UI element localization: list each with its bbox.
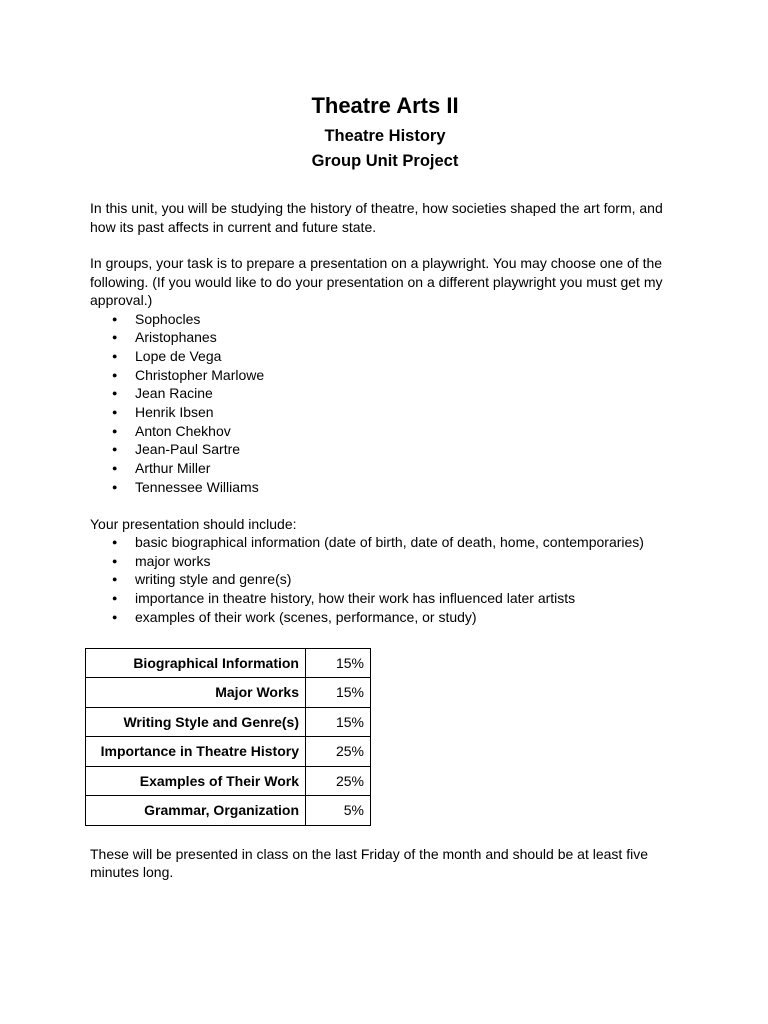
intro-paragraph: In this unit, you will be studying the history of theatre, how societies shaped the art form, and how its past affects in current and future state.: [90, 200, 663, 235]
table-row: [86, 707, 371, 737]
list-item: ● Sophocles: [112, 310, 201, 327]
rubric-criterion: Major Works: [86, 678, 306, 708]
rubric-weight: 5%: [306, 796, 371, 826]
list-item: ● importance in theatre history, how their work has influenced later artists: [112, 590, 576, 607]
task-paragraph: In groups, your task is to prepare a presentation on a playwright. You may choose one of the following. (If you would like to do your presentation on a different playwright you must get my approval.): [90, 255, 663, 308]
bullet-icon: ●: [112, 574, 118, 585]
bullet-icon: ●: [112, 332, 118, 343]
include-list: [90, 533, 680, 627]
bullet-icon: ●: [112, 481, 118, 492]
table-row: [86, 796, 371, 826]
list-item: ● Anton Chekhov: [112, 422, 231, 439]
bullet-icon: ●: [112, 350, 118, 361]
list-item: ● Jean Racine: [112, 385, 213, 402]
list-item: ● Aristophanes: [112, 329, 217, 346]
rubric-weight: 15%: [306, 648, 371, 678]
bullet-icon: ●: [112, 463, 118, 474]
list-item: ● Tennessee Williams: [112, 478, 259, 495]
rubric-criterion: Writing Style and Genre(s): [86, 707, 306, 737]
rubric-criterion: Examples of Their Work: [86, 766, 306, 796]
rubric-weight: 15%: [306, 707, 371, 737]
bullet-icon: ●: [112, 313, 118, 324]
table-row: [86, 737, 371, 767]
bullet-icon: ●: [112, 444, 118, 455]
closing-paragraph: These will be presented in class on the last Friday of the month and should be at least five minutes long.: [90, 845, 648, 881]
list-item: ● Arthur Miller: [112, 460, 211, 477]
table-row: [86, 766, 371, 796]
list-item: ● writing style and genre(s): [112, 571, 292, 588]
document-title: Theatre Arts II: [311, 93, 459, 118]
bullet-icon: ●: [112, 611, 118, 622]
rubric-weight: 25%: [306, 737, 371, 767]
list-item: ● Henrik Ibsen: [112, 404, 214, 421]
bullet-icon: ●: [112, 369, 118, 380]
list-item: ● basic biographical information (date of birth, date of death, home, contemporaries): [112, 534, 644, 551]
bullet-icon: ●: [112, 425, 118, 436]
rubric-weight: 25%: [306, 766, 371, 796]
list-item: ● Jean-Paul Sartre: [112, 441, 241, 458]
rubric-criterion: Importance in Theatre History: [86, 737, 306, 767]
list-item: ● major works: [112, 552, 211, 569]
playwright-list: [90, 310, 680, 497]
bullet-icon: ●: [112, 555, 118, 566]
list-item: ● Lope de Vega: [112, 347, 222, 364]
table-row: [86, 648, 371, 678]
bullet-icon: ●: [112, 593, 118, 604]
rubric-criterion: Grammar, Organization: [86, 796, 306, 826]
document-subtitle-group-unit-project: Group Unit Project: [311, 152, 459, 170]
list-item: ● examples of their work (scenes, performance, or study): [112, 608, 477, 625]
bullet-icon: ●: [112, 407, 118, 418]
rubric-criterion: Biographical Information: [86, 648, 306, 678]
list-item: ● Christopher Marlowe: [112, 366, 265, 383]
document-page: [90, 92, 680, 882]
table-row: [86, 678, 371, 708]
bullet-icon: ●: [112, 537, 118, 548]
include-heading: Your presentation should include:: [90, 515, 297, 532]
document-subtitle-theatre-history: Theatre History: [324, 127, 446, 145]
grading-rubric-table: [85, 648, 371, 826]
bullet-icon: ●: [112, 388, 118, 399]
rubric-weight: 15%: [306, 678, 371, 708]
